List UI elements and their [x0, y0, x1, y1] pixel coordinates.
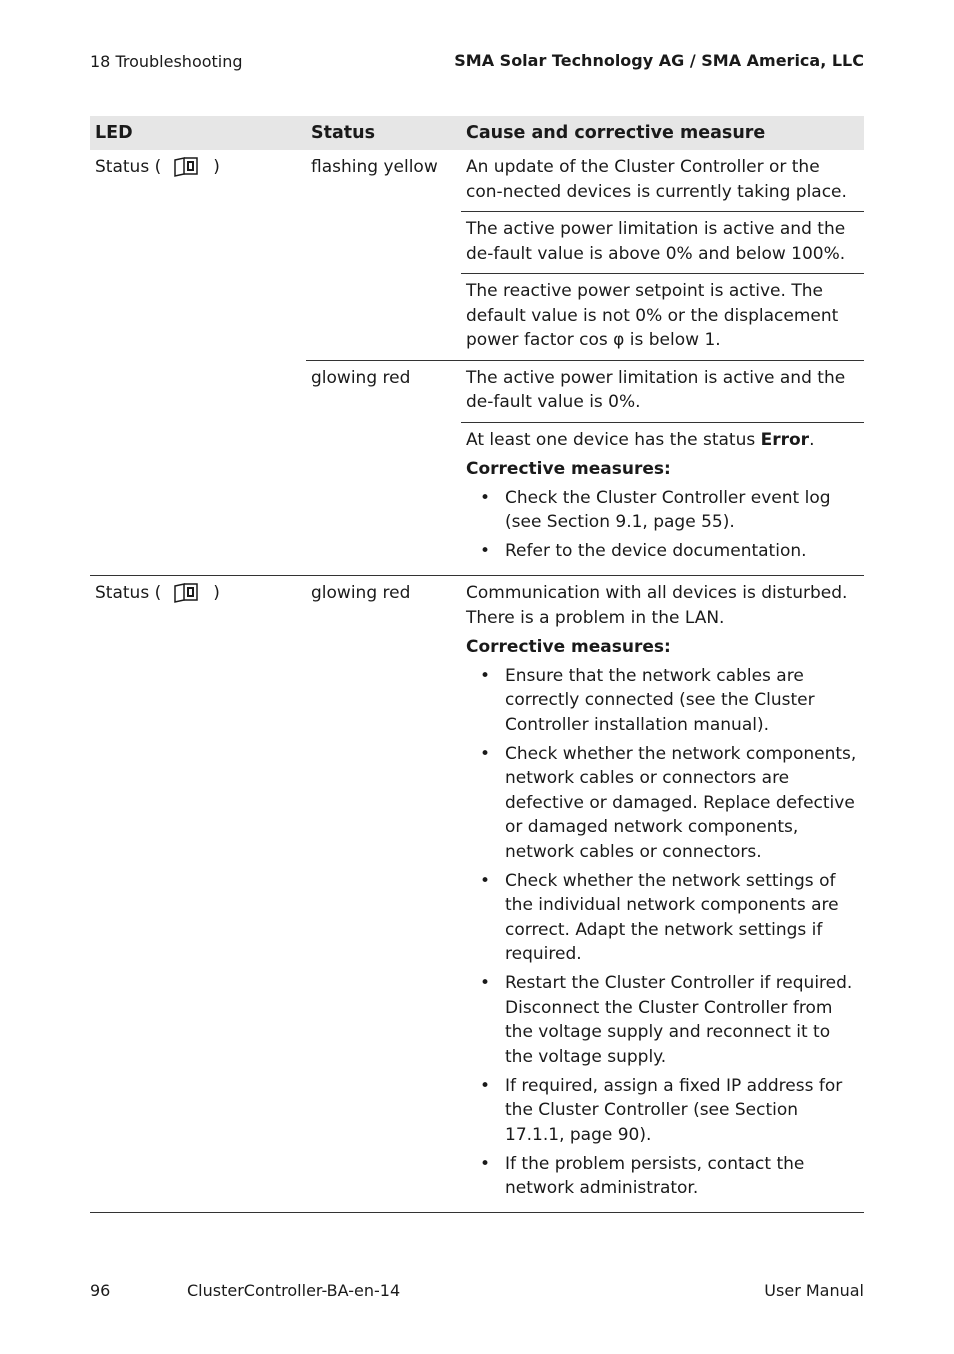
cause-text-post: .	[809, 429, 815, 450]
status-cell: flashing yellow	[311, 157, 438, 177]
list-item: • Check the Cluster Controller event log (see Section 9.1, page 55).	[466, 486, 859, 535]
led-cell	[90, 150, 306, 576]
cause-cell: The active power limitation is active and the de-fault value is above 0% and below 100%.	[461, 212, 864, 274]
list-item: • Refer to the device documentation.	[466, 539, 859, 564]
column-header-led: LED	[90, 116, 306, 150]
led-label-suffix: )	[213, 157, 220, 177]
document-id: ClusterController-BA-en-14	[187, 1281, 401, 1300]
led-label-prefix: Status (	[95, 157, 162, 177]
list-item: • Check whether the network components, network cables or connectors are defective or damaged. Replace defective or damaged network components, network cables or connectors.	[466, 742, 859, 865]
header-company: SMA Solar Technology AG / SMA America, LLC	[454, 51, 864, 70]
cause-cell: An update of the Cluster Controller or the con-nected devices is currently taking place.	[466, 157, 847, 202]
corrective-measures-title: Corrective measures:	[466, 459, 671, 479]
error-status-term: Error	[760, 429, 810, 450]
cause-text	[466, 428, 859, 453]
column-header-status: Status	[306, 116, 461, 150]
network-status-icon	[173, 156, 199, 178]
led-label	[95, 155, 220, 180]
corrective-measures-list	[466, 486, 859, 564]
troubleshooting-table	[90, 116, 864, 1213]
page-number: 96	[90, 1281, 111, 1300]
led-label-prefix: Status (	[95, 583, 162, 603]
status-cell: glowing red	[306, 360, 461, 576]
list-item: • If the problem persists, contact the network administrator.	[466, 1152, 859, 1201]
list-item: • Restart the Cluster Controller if required. Disconnect the Cluster Controller from the voltage supply and reconnect it to the voltage supply.	[466, 971, 859, 1069]
list-item: • Ensure that the network cables are correctly connected (see the Cluster Controller installation manual).	[466, 664, 859, 738]
cause-text: Communication with all devices is disturbed. There is a problem in the LAN.	[466, 583, 848, 628]
table-header-row	[90, 116, 864, 150]
list-item: • If required, assign a fixed IP address for the Cluster Controller (see Section 17.1.1, page 90).	[466, 1074, 859, 1148]
table-row	[90, 150, 864, 212]
table-row	[90, 576, 864, 1213]
cause-cell	[461, 576, 864, 1213]
cause-cell	[461, 422, 864, 576]
led-label	[95, 581, 220, 606]
header-section: 18 Troubleshooting	[90, 52, 243, 71]
led-label-suffix: )	[213, 583, 220, 603]
status-cell: glowing red	[306, 576, 461, 1213]
cause-cell: The reactive power setpoint is active. The default value is not 0% or the displacement power factor cos φ is below 1.	[461, 274, 864, 361]
column-header-cause: Cause and corrective measure	[461, 116, 864, 150]
corrective-measures-list	[466, 664, 859, 1201]
cause-text-pre: At least one device has the status	[466, 429, 761, 450]
network-status-icon	[173, 582, 199, 604]
cause-cell: The active power limitation is active and the de-fault value is 0%.	[461, 360, 864, 422]
led-cell	[90, 576, 306, 1213]
list-item: • Check whether the network settings of the individual network components are correct. Adapt the network settings if required.	[466, 869, 859, 967]
document-type: User Manual	[764, 1281, 864, 1300]
corrective-measures-title: Corrective measures:	[466, 637, 671, 657]
